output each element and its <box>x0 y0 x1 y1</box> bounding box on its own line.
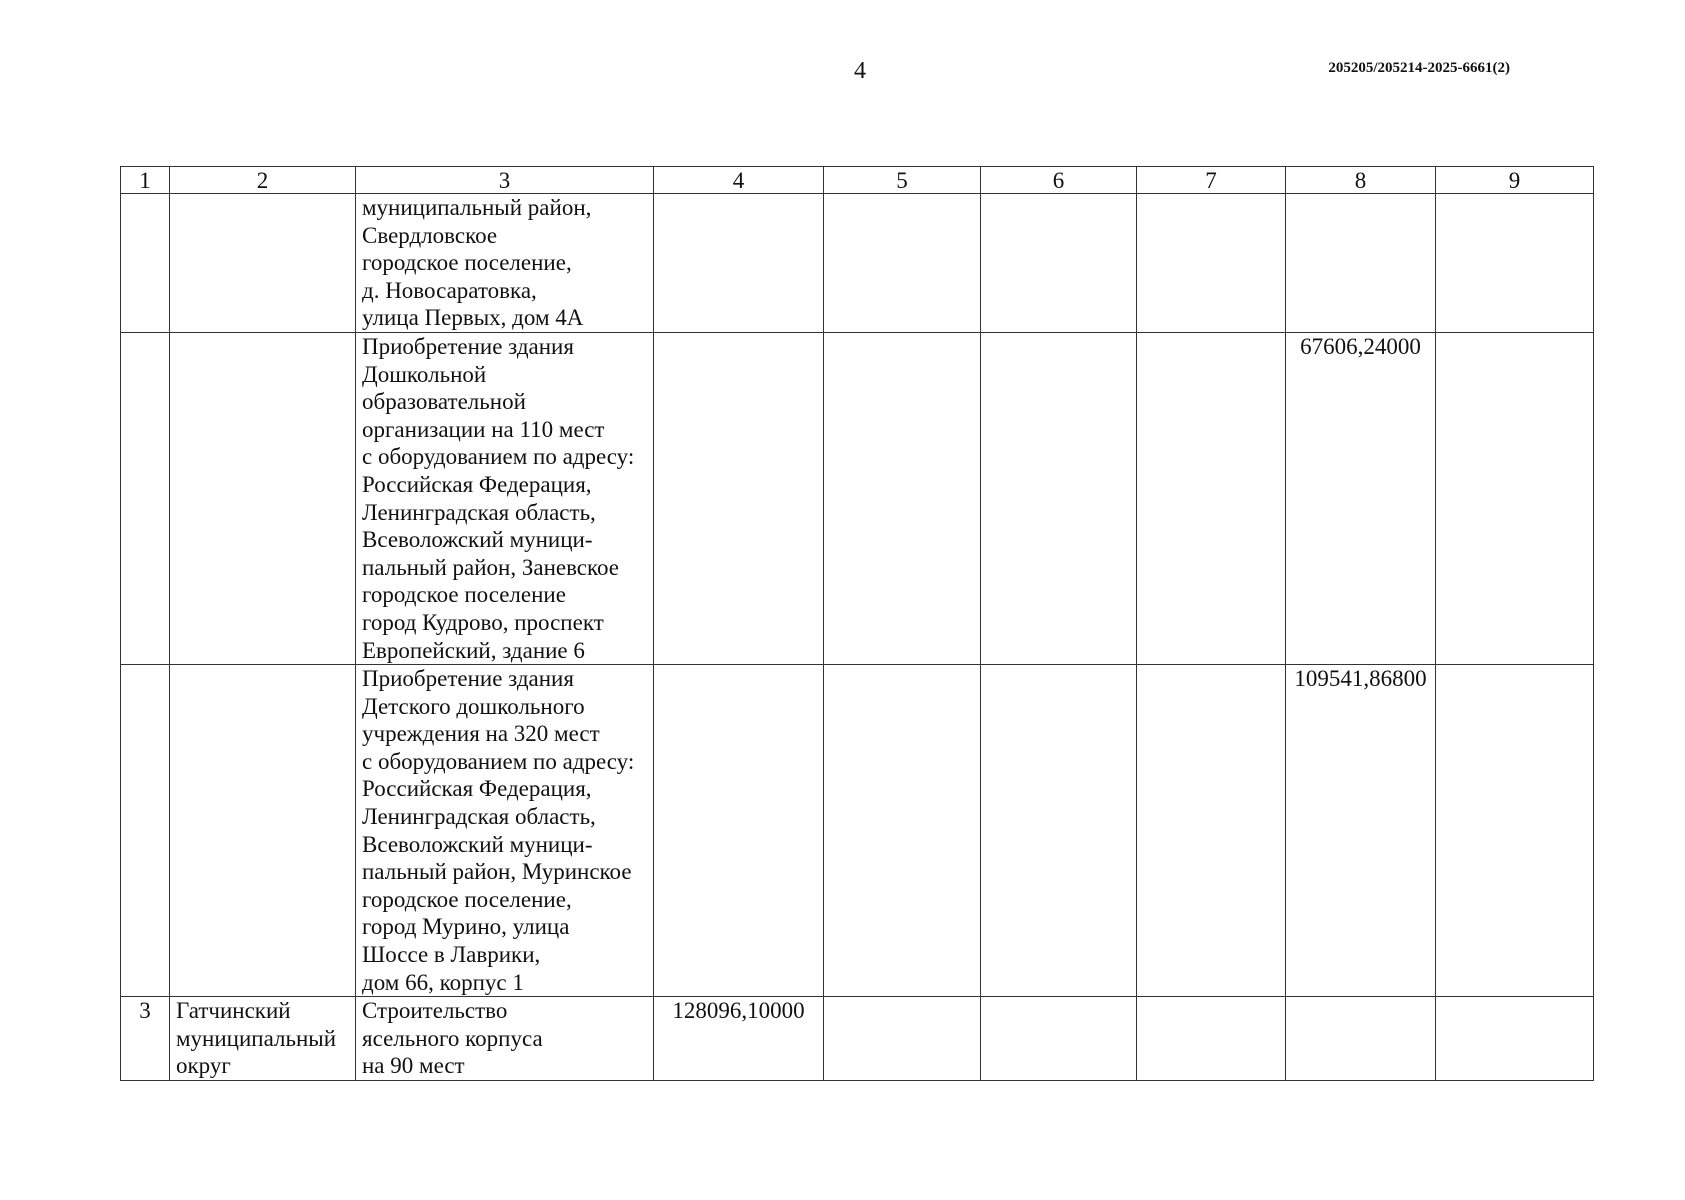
amount-cell-col7 <box>1137 665 1286 997</box>
amount-cell-col7 <box>1137 332 1286 664</box>
column-header-2: 2 <box>170 167 356 194</box>
amount-cell-col8 <box>1286 194 1436 333</box>
municipality-cell <box>170 194 356 333</box>
column-header-4: 4 <box>654 167 824 194</box>
row-number-cell <box>121 332 170 664</box>
amount-cell-col6 <box>981 665 1137 997</box>
amount-cell-col9 <box>1436 997 1594 1081</box>
row-number-cell: 3 <box>121 997 170 1081</box>
amount-cell-col8 <box>1286 997 1436 1081</box>
page-number: 4 <box>854 58 866 84</box>
document-code: 205205/205214-2025-6661(2) <box>1328 60 1510 76</box>
amount-cell-col5 <box>824 194 981 333</box>
amount-cell-col6 <box>981 194 1137 333</box>
amount-cell-col6 <box>981 332 1137 664</box>
object-description-cell: Приобретение здания Детского дошкольного учреждения на 320 мест с оборудованием по адресу: Российская Федерация, Ленинградская область, Всеволожский муници- пальный район, Муринское городское поселение, город Мурино, улица Шоссе в Лаврики, дом 66, корпус 1 <box>356 665 654 997</box>
object-description-cell: Приобретение здания Дошкольной образовательной организации на 110 мест с оборудованием по адресу: Российская Федерация, Ленинградская область, Всеволожский муници- пальный район, Заневское городское поселение город Кудрово, проспект Европейский, здание 6 <box>356 332 654 664</box>
row-number-cell <box>121 194 170 333</box>
amount-cell-col5 <box>824 665 981 997</box>
table-row <box>121 194 1594 333</box>
amount-cell-col4 <box>654 194 824 333</box>
table-row <box>121 332 1594 664</box>
row-number-cell <box>121 665 170 997</box>
municipality-cell <box>170 665 356 997</box>
table-row <box>121 997 1594 1081</box>
column-header-7: 7 <box>1137 167 1286 194</box>
column-header-9: 9 <box>1436 167 1594 194</box>
amount-cell-col8: 109541,86800 <box>1286 665 1436 997</box>
amount-cell-col9 <box>1436 332 1594 664</box>
amount-cell-col9 <box>1436 194 1594 333</box>
municipality-cell: Гатчинский муниципальный округ <box>170 997 356 1081</box>
object-description-cell: муниципальный район, Свердловское городское поселение, д. Новосаратовка, улица Первых, дом 4А <box>356 194 654 333</box>
amount-cell-col8: 67606,24000 <box>1286 332 1436 664</box>
amount-cell-col9 <box>1436 665 1594 997</box>
amount-cell-col5 <box>824 997 981 1081</box>
amount-cell-col4 <box>654 332 824 664</box>
object-description-cell: Строительство ясельного корпуса на 90 мест <box>356 997 654 1081</box>
amount-cell-col7 <box>1137 194 1286 333</box>
column-header-3: 3 <box>356 167 654 194</box>
column-header-6: 6 <box>981 167 1137 194</box>
budget-table <box>120 166 1594 1081</box>
amount-cell-col4 <box>654 665 824 997</box>
amount-cell-col4: 128096,10000 <box>654 997 824 1081</box>
column-header-1: 1 <box>121 167 170 194</box>
column-header-8: 8 <box>1286 167 1436 194</box>
amount-cell-col6 <box>981 997 1137 1081</box>
column-header-5: 5 <box>824 167 981 194</box>
amount-cell-col5 <box>824 332 981 664</box>
municipality-cell <box>170 332 356 664</box>
amount-cell-col7 <box>1137 997 1286 1081</box>
column-number-row <box>121 167 1594 194</box>
table-row <box>121 665 1594 997</box>
